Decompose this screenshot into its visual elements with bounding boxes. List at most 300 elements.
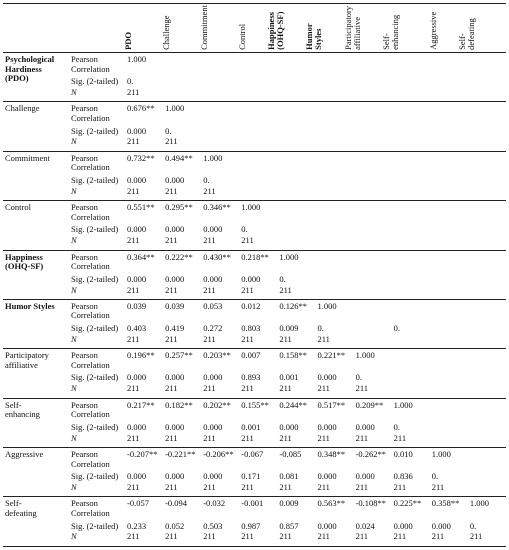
cell-value: 211 (239, 434, 277, 448)
cell-value: 0.000 (127, 125, 147, 136)
cell-value: 0.182** (165, 399, 193, 410)
cell-value: 0.000 (127, 174, 147, 185)
cell-value (392, 250, 430, 275)
cell-value (354, 176, 392, 187)
cell-value: 0.000 (165, 273, 185, 284)
cell-value: 0.000 (127, 273, 147, 284)
cell-value: 211 (201, 434, 239, 448)
cell-value (430, 384, 468, 398)
cell-value (201, 127, 239, 138)
cell-value (392, 286, 430, 300)
cell-value (468, 187, 506, 201)
cell-value: 211 (125, 137, 163, 151)
stat-label: Sig. (2-tailed) (71, 76, 119, 87)
cell-value: 0.155** (241, 399, 269, 410)
table-row (3, 472, 506, 483)
cell-value: 0.217** (127, 399, 155, 410)
cell-value (430, 423, 468, 434)
cell-value: 0.348** (317, 449, 346, 459)
cell-value: 0.000 (355, 421, 375, 432)
cell-value (354, 137, 392, 151)
cell-value (430, 151, 468, 176)
cell-value: 211 (163, 187, 201, 201)
cell-value (315, 151, 353, 176)
cell-value: 0.893 (241, 372, 261, 383)
cell-value: 211 (163, 335, 201, 349)
cell-value: 0. (203, 174, 210, 185)
cell-value (430, 137, 468, 151)
cell-value (392, 373, 430, 384)
cell-value: 0.225** (393, 498, 422, 509)
cell-value: 0.000 (203, 372, 223, 383)
stat-label: N (69, 137, 125, 151)
cell-value (277, 127, 315, 138)
cell-value (392, 187, 430, 201)
cell-value: 0.196** (127, 350, 155, 361)
cell-value (354, 286, 392, 300)
cell-value (239, 88, 277, 102)
cell-value (468, 299, 506, 324)
variable-label: Humor Styles (3, 299, 69, 348)
cell-value: 0.358** (431, 498, 460, 509)
cell-value: 0.000 (279, 421, 299, 432)
stat-label: Pearson Correlation (71, 300, 110, 321)
cell-value (354, 127, 392, 138)
cell-value: 0.000 (241, 273, 261, 284)
cell-value (315, 275, 353, 286)
cell-value: 211 (315, 434, 353, 448)
cell-value: 0.364** (127, 251, 155, 262)
cell-value: 0.517** (317, 399, 346, 410)
cell-value (315, 201, 353, 226)
cell-value: 0.000 (393, 520, 413, 531)
cell-value: 0.001 (241, 421, 261, 432)
cell-value (392, 275, 430, 286)
stat-label: Sig. (2-tailed) (71, 224, 119, 235)
cell-value: 211 (277, 384, 315, 398)
cell-value: 0. (355, 372, 362, 383)
cell-value: 211 (277, 286, 315, 300)
cell-value: 0.000 (317, 520, 337, 531)
cell-value (239, 176, 277, 187)
stat-label: Sig. (2-tailed) (71, 174, 119, 185)
cell-value: 211 (201, 286, 239, 300)
cell-value (315, 102, 353, 127)
cell-value: 0.158** (279, 350, 307, 361)
cell-value (315, 88, 353, 102)
table-row (3, 127, 506, 138)
cell-value (239, 187, 277, 201)
cell-value (468, 286, 506, 300)
cell-value: 1.000 (393, 399, 413, 410)
cell-value: 0. (393, 421, 401, 432)
table-row (3, 225, 506, 236)
cell-value: 211 (163, 384, 201, 398)
cell-value (430, 335, 468, 349)
cell-value (430, 286, 468, 300)
cell-value: 0.039 (127, 300, 147, 311)
stat-label: N (69, 236, 125, 250)
cell-value: 0. (431, 471, 439, 482)
cell-value: -0.094 (165, 498, 188, 509)
cell-value (277, 88, 315, 102)
cell-value: 0.803 (241, 323, 261, 334)
cell-value (277, 53, 315, 78)
cell-value (354, 225, 392, 236)
cell-value: 211 (201, 384, 239, 398)
cell-value (354, 275, 392, 286)
cell-value: 0.419 (165, 323, 185, 334)
cell-value (468, 137, 506, 151)
cell-value (468, 349, 506, 374)
cell-value: 0.346** (203, 202, 231, 213)
column-header-label: Self- defeating (457, 18, 476, 50)
cell-value: 0.053 (203, 300, 223, 311)
cell-value (201, 137, 239, 151)
table-body (3, 53, 506, 547)
cell-value (354, 250, 392, 275)
cell-value: 211 (315, 532, 353, 546)
cell-value: 0.676** (127, 103, 155, 114)
cell-value: 211 (315, 483, 353, 497)
cell-value: 211 (163, 532, 201, 546)
cell-value: -0.262** (355, 449, 387, 459)
column-header-label: Aggressive (427, 11, 438, 50)
table-row (3, 434, 506, 448)
cell-value (392, 127, 430, 138)
column-header (380, 4, 430, 53)
stat-label: Sig. (2-tailed) (71, 471, 119, 482)
table-row (3, 522, 506, 533)
table-row (3, 151, 506, 176)
cell-value: -0.067 (241, 449, 264, 459)
cell-value: 0.009 (279, 323, 299, 334)
cell-value: 0.987 (241, 520, 261, 531)
cell-value: 0.000 (203, 471, 223, 482)
stat-label: Pearson Correlation (71, 399, 110, 420)
cell-value: 0.209** (355, 399, 384, 410)
variable-label: Participatory affiliative (3, 349, 69, 398)
stat-label: N (69, 483, 125, 497)
stat-label: N (69, 335, 125, 349)
cell-value: 211 (125, 236, 163, 250)
cell-value (392, 225, 430, 236)
cell-value (430, 250, 468, 275)
cell-value (201, 88, 239, 102)
cell-value: 0.551** (127, 202, 155, 213)
cell-value (468, 225, 506, 236)
column-header-label: PDO (123, 32, 134, 50)
cell-value (163, 53, 201, 78)
table-header (3, 4, 506, 53)
cell-value: 1.000 (203, 152, 223, 163)
cell-value (430, 102, 468, 127)
cell-value: 211 (201, 532, 239, 546)
cell-value: 1.000 (165, 103, 185, 114)
cell-value: 211 (125, 335, 163, 349)
cell-value: 211 (125, 88, 163, 102)
stat-header-cell (69, 4, 125, 53)
cell-value: 0.000 (127, 471, 147, 482)
column-header (163, 4, 201, 53)
table-row (3, 176, 506, 187)
cell-value: 211 (201, 187, 239, 201)
cell-value (392, 349, 430, 374)
cell-value (430, 434, 468, 448)
cell-value (430, 373, 468, 384)
cell-value (354, 299, 392, 324)
cell-value: 1.000 (431, 449, 451, 459)
cell-value (392, 176, 430, 187)
cell-value (354, 201, 392, 226)
cell-value (468, 236, 506, 250)
cell-value: 211 (239, 384, 277, 398)
cell-value: 0.000 (165, 224, 185, 235)
cell-value (354, 151, 392, 176)
cell-value: -0.057 (127, 498, 149, 509)
cell-value (315, 286, 353, 300)
cell-value (468, 434, 506, 448)
cell-value: 1.000 (355, 350, 375, 361)
column-header-label: Commitment (199, 5, 210, 50)
table-row (3, 88, 506, 102)
column-header (457, 4, 506, 53)
cell-value: 0.000 (317, 471, 337, 482)
cell-value (277, 225, 315, 236)
cell-value (430, 275, 468, 286)
cell-value: 0. (165, 125, 172, 136)
cell-value (239, 53, 277, 78)
table-row (3, 286, 506, 300)
cell-value: 0.857 (279, 520, 299, 531)
cell-value (430, 236, 468, 250)
stat-label: N (69, 187, 125, 201)
cell-value: 211 (277, 335, 315, 349)
cell-value: 0.126** (279, 300, 307, 311)
cell-value: 0.000 (127, 224, 147, 235)
cell-value: 0.052 (165, 520, 185, 531)
cell-value (354, 77, 392, 88)
cell-value: 211 (392, 532, 430, 546)
table-row (3, 335, 506, 349)
cell-value: 211 (277, 434, 315, 448)
cell-value: 211 (392, 434, 430, 448)
cell-value: 211 (163, 434, 201, 448)
cell-value: 0.000 (203, 224, 223, 235)
variable-label: Commitment (3, 151, 69, 200)
stat-label: Sig. (2-tailed) (71, 323, 119, 334)
cell-value: 0.563** (317, 498, 346, 509)
variable-label: Aggressive (3, 448, 69, 497)
cell-value: 211 (430, 483, 468, 497)
cell-value (392, 102, 430, 127)
cell-value (430, 127, 468, 138)
table-row (3, 398, 506, 423)
cell-value: 1.000 (127, 54, 147, 64)
cell-value: 211 (354, 384, 392, 398)
column-header-label: Humor Styles (304, 23, 324, 50)
column-header-label: Happiness (OHQ-SF) (266, 11, 286, 50)
cell-value (468, 176, 506, 187)
cell-value: 211 (239, 335, 277, 349)
cell-value (354, 335, 392, 349)
cell-value: 0.000 (127, 421, 147, 432)
cell-value: 0. (469, 520, 477, 531)
cell-value (430, 77, 468, 88)
cell-value: 0. (317, 323, 324, 334)
cell-value: 0.203** (203, 350, 231, 361)
cell-value (354, 236, 392, 250)
cell-value (239, 151, 277, 176)
cell-value (392, 137, 430, 151)
cell-value (201, 77, 239, 88)
stat-label: Sig. (2-tailed) (71, 372, 119, 383)
cell-value (315, 127, 353, 138)
cell-value (392, 151, 430, 176)
table-row (3, 187, 506, 201)
cell-value (430, 176, 468, 187)
cell-value (315, 77, 353, 88)
stat-label: N (69, 532, 125, 546)
cell-value: 0.012 (241, 300, 261, 311)
variable-label: Challenge (3, 102, 69, 151)
cell-value: 1.000 (469, 498, 489, 509)
cell-value: 0.081 (279, 471, 299, 482)
table-row (3, 102, 506, 127)
cell-value: 0.007 (241, 350, 261, 361)
stat-label: Pearson Correlation (71, 54, 110, 74)
cell-value: 0.218** (241, 251, 269, 262)
table-row (3, 137, 506, 151)
cell-value (468, 201, 506, 226)
cell-value: 211 (201, 335, 239, 349)
cell-value (468, 77, 506, 88)
table-row (3, 299, 506, 324)
cell-value (468, 384, 506, 398)
cell-value: 211 (239, 483, 277, 497)
cell-value: -0.085 (279, 449, 302, 459)
variable-label: Self- defeating (3, 497, 69, 547)
cell-value (430, 398, 468, 423)
cell-value: 211 (354, 532, 392, 546)
cell-value (239, 77, 277, 88)
cell-value (392, 236, 430, 250)
cell-value: 0. (393, 323, 401, 334)
cell-value (315, 250, 353, 275)
table-row (3, 324, 506, 335)
table-row (3, 250, 506, 275)
cell-value: 211 (163, 483, 201, 497)
table-row (3, 236, 506, 250)
variable-label: Happiness (OHQ-SF) (3, 250, 69, 299)
cell-value: 0.000 (165, 174, 185, 185)
table-row (3, 201, 506, 226)
cell-value: 0.244** (279, 399, 307, 410)
column-header-label: Participatory affiliative (342, 6, 362, 50)
cell-value: 211 (125, 286, 163, 300)
cell-value: -0.108** (355, 498, 387, 509)
cell-value (277, 176, 315, 187)
cell-value: 211 (430, 532, 468, 546)
cell-value (468, 373, 506, 384)
cell-value: 0.494** (165, 152, 193, 163)
cell-value (277, 201, 315, 226)
cell-value: 0. (241, 224, 248, 235)
cell-value (354, 187, 392, 201)
table-row (3, 483, 506, 497)
cell-value: 0.000 (355, 471, 375, 482)
cell-value: 0.503 (203, 520, 223, 531)
cell-value (277, 151, 315, 176)
cell-value (239, 102, 277, 127)
cell-value: 0.010 (393, 449, 413, 459)
cell-value (468, 250, 506, 275)
column-header (201, 4, 239, 53)
cell-value (392, 384, 430, 398)
cell-value: 0.836 (393, 471, 413, 482)
cell-value: 0.732** (127, 152, 155, 163)
cell-value: 211 (239, 236, 277, 250)
cell-value: 1.000 (279, 251, 299, 262)
cell-value: 0.233 (127, 520, 147, 531)
cell-value (277, 137, 315, 151)
cell-value (392, 201, 430, 226)
cell-value: 1.000 (241, 202, 261, 213)
cell-value: 211 (315, 384, 353, 398)
cell-value (392, 88, 430, 102)
cell-value (315, 236, 353, 250)
cell-value: 0.009 (279, 498, 299, 509)
cell-value (354, 88, 392, 102)
stat-label: Pearson Correlation (71, 103, 110, 123)
cell-value (468, 423, 506, 434)
cell-value (468, 151, 506, 176)
cell-value (468, 324, 506, 335)
cell-value: 0.000 (165, 421, 185, 432)
cell-value (354, 324, 392, 335)
cell-value (163, 88, 201, 102)
cell-value (277, 236, 315, 250)
stat-label: Sig. (2-tailed) (71, 273, 119, 284)
cell-value: 0.000 (431, 520, 451, 531)
table-row (3, 373, 506, 384)
cell-value: 0.430** (203, 251, 231, 262)
cell-value: 1.000 (317, 300, 337, 311)
cell-value (468, 275, 506, 286)
cell-value: 0.000 (203, 421, 223, 432)
column-header-label: Challenge (161, 15, 172, 50)
stat-label: Sig. (2-tailed) (71, 125, 119, 136)
cell-value: -0.001 (241, 498, 264, 509)
cell-value (468, 335, 506, 349)
cell-value (392, 335, 430, 349)
cell-value: 0.000 (317, 421, 337, 432)
cell-value (468, 127, 506, 138)
cell-value (468, 102, 506, 127)
cell-value: 211 (277, 532, 315, 546)
cell-value: 211 (239, 286, 277, 300)
cell-value (239, 137, 277, 151)
cell-value: 211 (315, 335, 353, 349)
table-row (3, 53, 506, 78)
cell-value: -0.221** (165, 449, 196, 459)
cell-value: -0.207** (127, 449, 158, 459)
cell-value (430, 225, 468, 236)
cell-value: 0.000 (317, 372, 337, 383)
cell-value (201, 102, 239, 127)
stat-label: Sig. (2-tailed) (71, 421, 119, 432)
cell-value (468, 448, 506, 473)
